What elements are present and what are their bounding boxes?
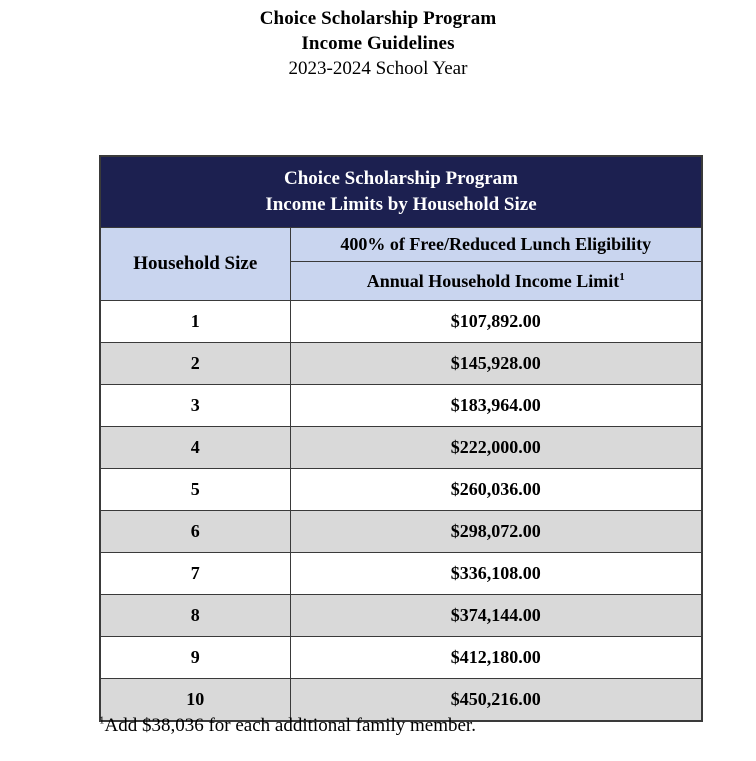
table-body xyxy=(100,301,702,722)
cell-household-size: 3 xyxy=(100,385,290,427)
cell-income-limit: $298,072.00 xyxy=(290,511,702,553)
table-row xyxy=(100,427,702,469)
cell-income-limit: $222,000.00 xyxy=(290,427,702,469)
income-limits-table xyxy=(99,155,703,722)
table-row xyxy=(100,343,702,385)
column-header-footnote-marker: 1 xyxy=(619,270,625,283)
cell-income-limit: $107,892.00 xyxy=(290,301,702,343)
cell-income-limit: $336,108.00 xyxy=(290,553,702,595)
table-row xyxy=(100,385,702,427)
cell-household-size: 8 xyxy=(100,595,290,637)
banner-line-limits: Income Limits by Household Size xyxy=(265,194,537,215)
income-limits-table-container xyxy=(99,155,701,722)
cell-income-limit: $145,928.00 xyxy=(290,343,702,385)
cell-income-limit: $450,216.00 xyxy=(290,679,702,722)
column-header-household-size: Household Size xyxy=(100,228,290,301)
table-row xyxy=(100,511,702,553)
column-header-income-limit xyxy=(290,262,702,301)
banner-line-program: Choice Scholarship Program xyxy=(284,168,518,189)
column-header-income-limit-label: Annual Household Income Limit xyxy=(366,270,620,291)
table-row xyxy=(100,637,702,679)
footnote-text: Add $38,036 for each additional family member. xyxy=(104,715,476,736)
table-row xyxy=(100,469,702,511)
footnote-marker: 1 xyxy=(99,714,105,727)
cell-household-size: 5 xyxy=(100,469,290,511)
cell-household-size: 10 xyxy=(100,679,290,722)
table-row xyxy=(100,301,702,343)
title-line-program: Choice Scholarship Program xyxy=(259,8,497,29)
table-banner-cell xyxy=(100,156,702,228)
table-footnote xyxy=(99,714,476,738)
table-row xyxy=(100,595,702,637)
document-title-block xyxy=(0,0,756,82)
cell-household-size: 2 xyxy=(100,343,290,385)
table-header xyxy=(100,156,702,301)
cell-household-size: 7 xyxy=(100,553,290,595)
cell-income-limit: $412,180.00 xyxy=(290,637,702,679)
title-line-guidelines: Income Guidelines xyxy=(301,33,455,54)
cell-income-limit: $374,144.00 xyxy=(290,595,702,637)
column-header-eligibility: 400% of Free/Reduced Lunch Eligibility xyxy=(290,228,702,262)
table-subheader-row-top xyxy=(100,228,702,262)
cell-household-size: 1 xyxy=(100,301,290,343)
cell-household-size: 6 xyxy=(100,511,290,553)
table-banner-row xyxy=(100,156,702,228)
cell-income-limit: $260,036.00 xyxy=(290,469,702,511)
title-line-school-year: 2023-2024 School Year xyxy=(288,58,468,79)
cell-income-limit: $183,964.00 xyxy=(290,385,702,427)
cell-household-size: 4 xyxy=(100,427,290,469)
cell-household-size: 9 xyxy=(100,637,290,679)
table-row xyxy=(100,553,702,595)
